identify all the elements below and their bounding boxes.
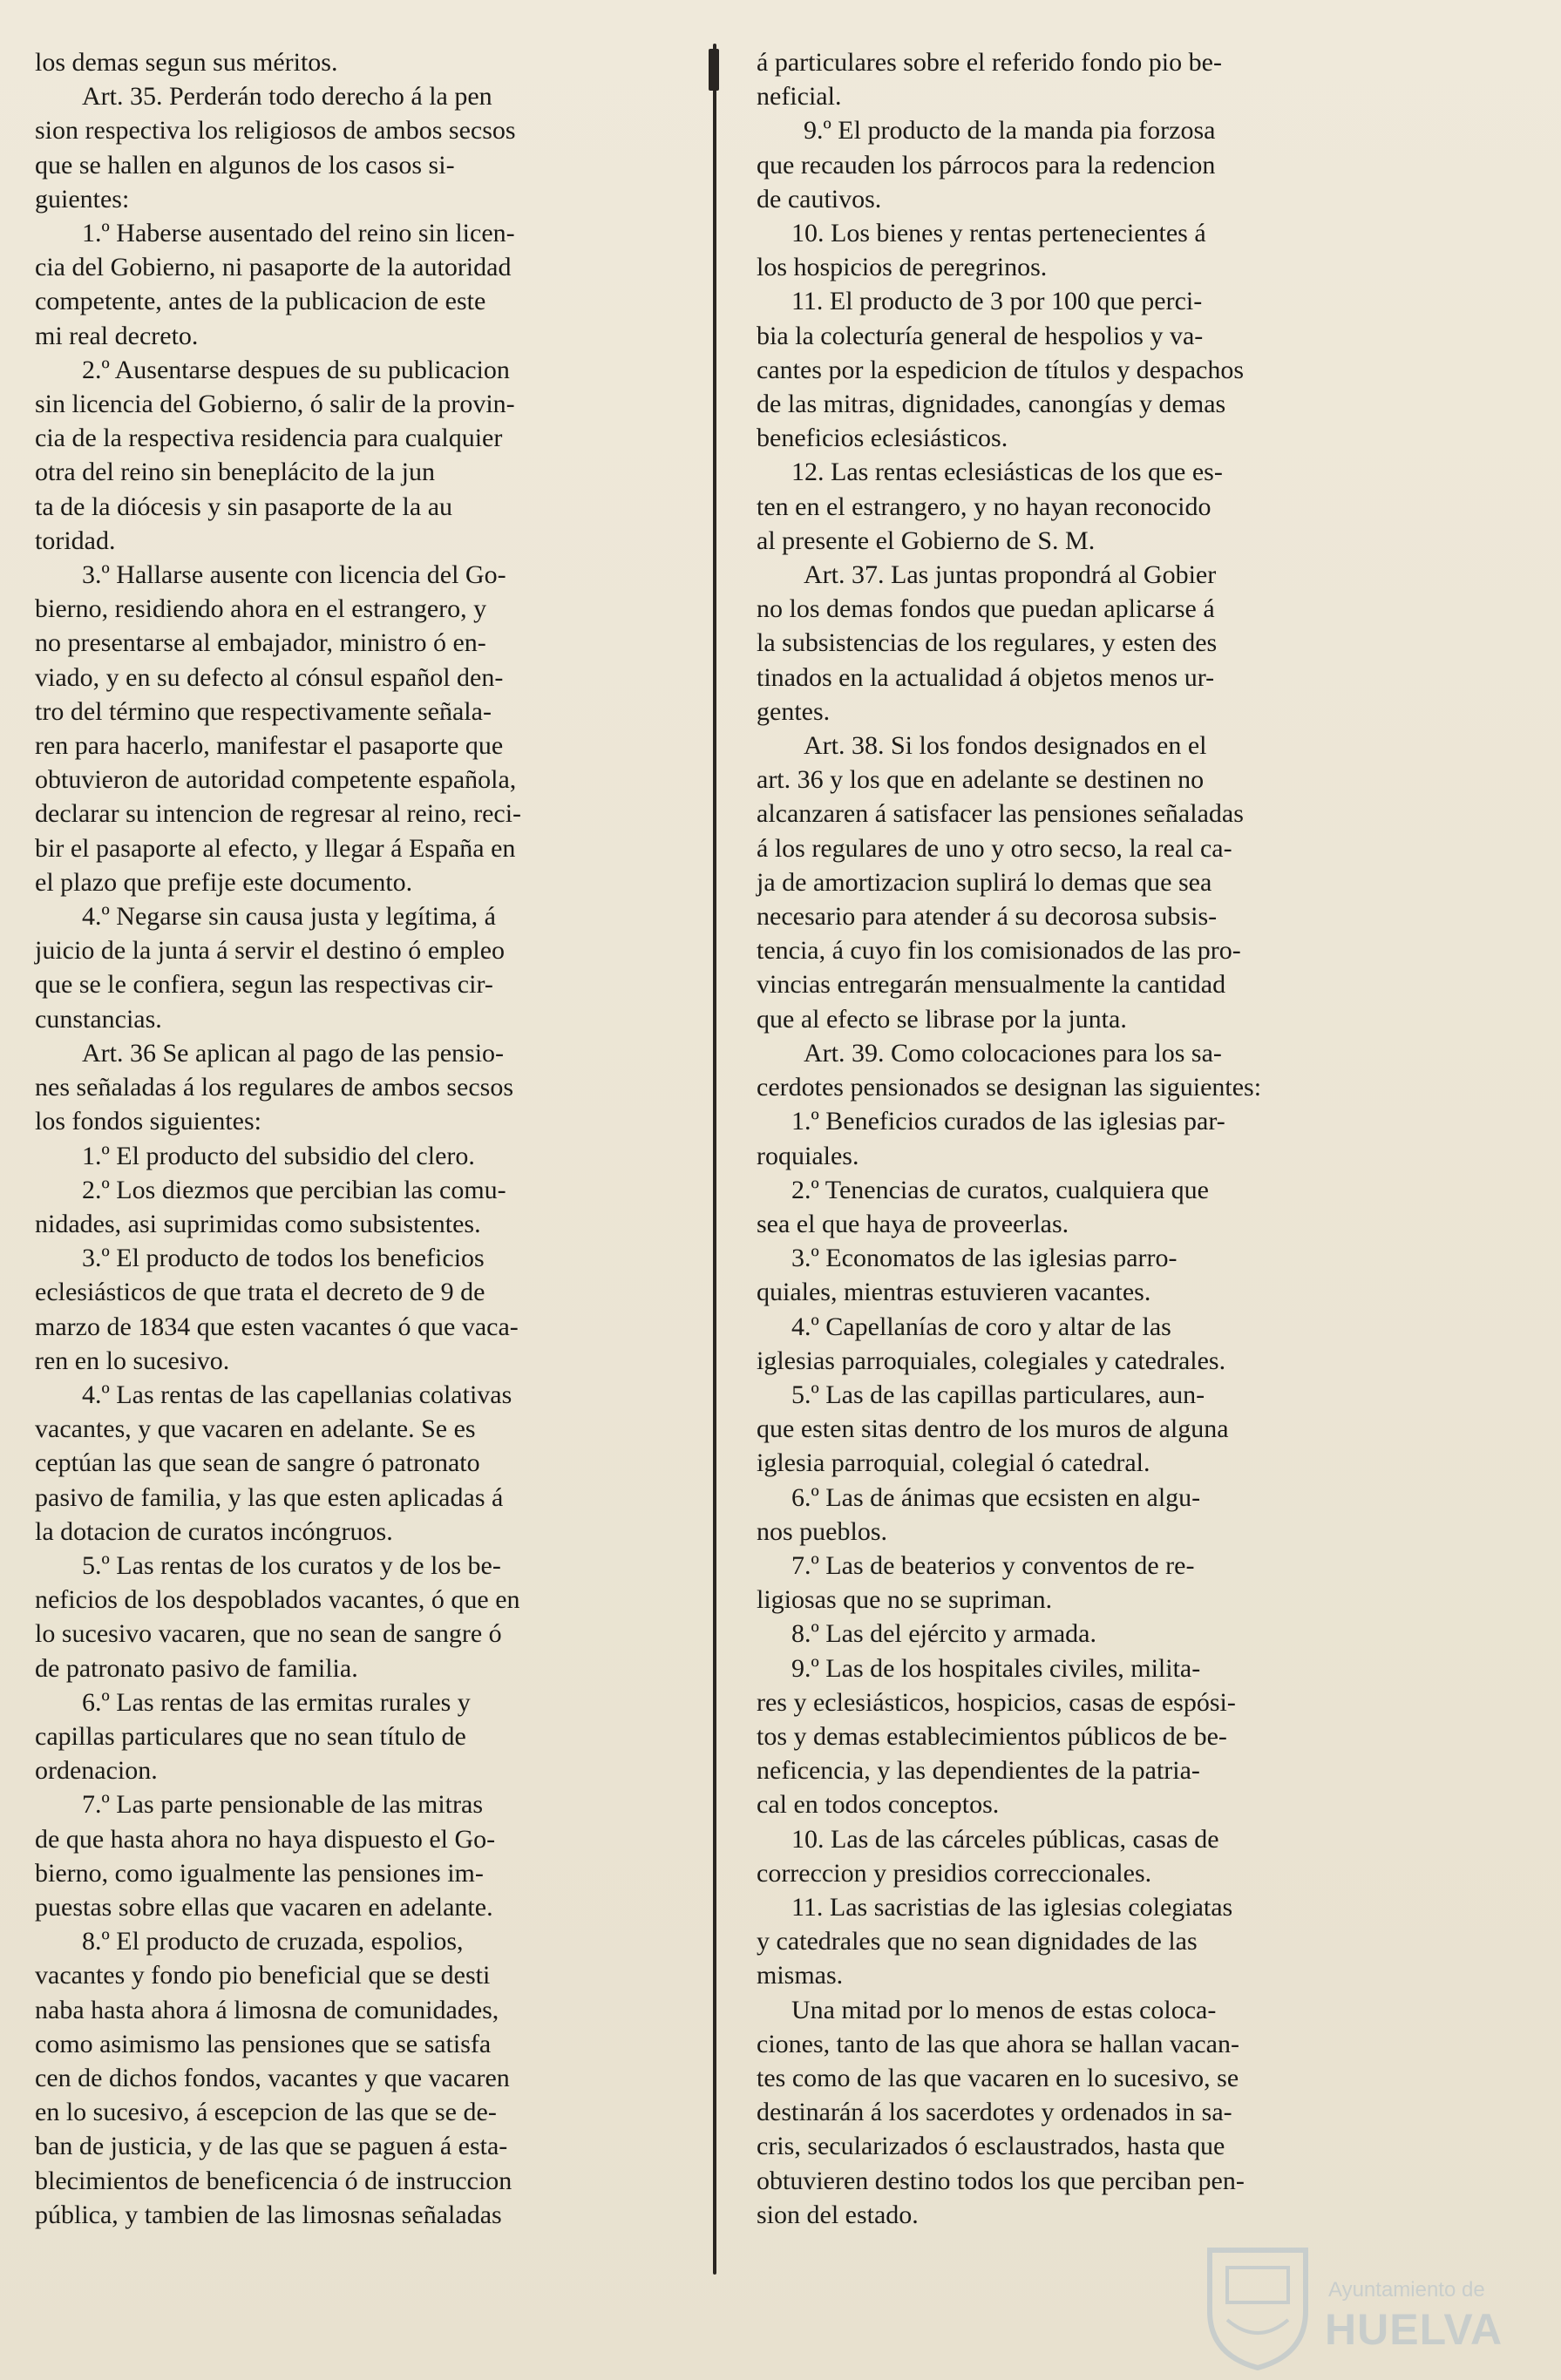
text-line: á los regulares de uno y otro secso, la real ca- xyxy=(757,833,1232,863)
list-item: 3.º El producto de todos los beneficios xyxy=(82,1244,485,1273)
text-line: tos y demas establecimientos públicos de be- xyxy=(757,1721,1227,1751)
text-line: eclesiásticos de que trata el decreto de 9 de xyxy=(35,1278,485,1307)
text-line: iglesias parroquiales, colegiales y catedrales. xyxy=(757,1346,1226,1375)
text-line: obtuvieren destino todos los que perciban pen- xyxy=(757,2166,1245,2195)
text-line: que recauden los párrocos para la redencion xyxy=(757,150,1216,180)
list-item: 3.º Hallarse ausente con licencia del Go- xyxy=(82,560,506,590)
text-line: marzo de 1834 que esten vacantes ó que vaca- xyxy=(35,1312,519,1341)
text-line: á particulares sobre el referido fondo pio be- xyxy=(757,48,1222,77)
text-line: bierno, residiendo ahora en el estrangero, y xyxy=(35,594,487,624)
left-column xyxy=(35,45,715,2232)
list-item: 12. Las rentas eclesiásticas de los que es- xyxy=(791,458,1223,487)
text-line: mi real decreto. xyxy=(35,321,199,350)
text-line: no los demas fondos que puedan aplicarse á xyxy=(757,594,1215,624)
text-line: tes como de las que vacaren en lo sucesivo, se xyxy=(757,2063,1239,2092)
text-line: la dotacion de curatos incóngruos. xyxy=(35,1516,393,1546)
text-line: cerdotes pensionados se designan las siguientes: xyxy=(757,1073,1262,1102)
text-line: ligiosas que no se supriman. xyxy=(757,1585,1053,1615)
list-item: 4.º Negarse sin causa justa y legítima, á xyxy=(82,902,496,932)
text-line: neficial. xyxy=(757,82,842,112)
watermark-logo xyxy=(1201,2241,1515,2372)
text-line: sion del estado. xyxy=(757,2200,919,2229)
text-line: sion respectiva los religiosos de ambos secsos xyxy=(35,116,516,146)
text-line: mismas. xyxy=(757,1961,844,1990)
text-line: sin licencia del Gobierno, ó salir de la provin- xyxy=(35,390,515,419)
text-line: roquiales. xyxy=(757,1141,859,1170)
list-item: 7.º Las parte pensionable de las mitras xyxy=(82,1790,483,1820)
text-line: que se hallen en algunos de los casos si- xyxy=(35,150,455,180)
text-line: ren para hacerlo, manifestar el pasaporte que xyxy=(35,731,504,761)
text-line: que al efecto se librase por la junta. xyxy=(757,1004,1127,1034)
text-line: iglesia parroquial, colegial ó catedral. xyxy=(757,1448,1150,1478)
list-item: 2.º Ausentarse despues de su publicacion xyxy=(82,355,510,384)
text-line: beneficios eclesiásticos. xyxy=(757,424,1008,453)
text-line: tro del término que respectivamente señala- xyxy=(35,696,492,726)
text-line: cunstancias. xyxy=(35,1004,162,1034)
list-item: 11. El producto de 3 por 100 que perci- xyxy=(791,287,1203,316)
text-line: vacantes, y que vacaren en adelante. Se es xyxy=(35,1414,476,1444)
list-item: 11. Las sacristias de las iglesias colegiatas xyxy=(791,1892,1233,1922)
text-line: en lo sucesivo, á escepcion de las que se de- xyxy=(35,2098,497,2127)
text-line: cal en todos conceptos. xyxy=(757,1790,1000,1820)
list-item: 5.º Las rentas de los curatos y de los be- xyxy=(82,1550,501,1580)
text-line: que esten sitas dentro de los muros de alguna xyxy=(757,1414,1229,1444)
text-line: necesario para atender á su decorosa subsis- xyxy=(757,902,1218,932)
text-line: bir el pasaporte al efecto, y llegar á España en xyxy=(35,833,516,863)
text-line: nes señaladas á los regulares de ambos secsos xyxy=(35,1073,513,1102)
text-line: nos pueblos. xyxy=(757,1516,887,1546)
text-line: de cautivos. xyxy=(757,184,882,214)
list-item: 4.º Las rentas de las capellanias colativas xyxy=(82,1380,512,1409)
text-line: obtuvieron de autoridad competente española, xyxy=(35,765,517,795)
text-line: competente, antes de la publicacion de este xyxy=(35,287,486,316)
text-line: ja de amortizacion suplirá lo demas que sea xyxy=(757,867,1212,897)
text-line: ordenacion. xyxy=(35,1756,158,1786)
list-item: 9.º El producto de la manda pia forzosa xyxy=(804,116,1216,146)
text-line: cia de la respectiva residencia para cualquier xyxy=(35,424,503,453)
right-column xyxy=(757,45,1445,2232)
list-item: 1.º Beneficios curados de las iglesias par- xyxy=(791,1107,1225,1136)
text-line: los hospicios de peregrinos. xyxy=(757,253,1048,282)
list-item: 3.º Economatos de las iglesias parro- xyxy=(791,1244,1178,1273)
list-item: 5.º Las de las capillas particulares, aun- xyxy=(791,1380,1205,1409)
text-line: nidades, asi suprimidas como subsistentes. xyxy=(35,1209,481,1238)
text-line: cia del Gobierno, ni pasaporte de la autoridad xyxy=(35,253,512,282)
text-line: de las mitras, dignidades, canongías y demas xyxy=(757,390,1226,419)
text-line: de que hasta ahora no haya dispuesto el Go- xyxy=(35,1824,496,1854)
text-line: al presente el Gobierno de S. M. xyxy=(757,525,1096,555)
text-line: guientes: xyxy=(35,184,130,214)
text-line: destinarán á los sacerdotes y ordenados in sa- xyxy=(757,2098,1232,2127)
text-line: neficencia, y las dependientes de la patria- xyxy=(757,1756,1200,1786)
text-line: declarar su intencion de regresar al reino, reci- xyxy=(35,799,522,829)
text-line: los demas segun sus méritos. xyxy=(35,48,338,77)
article-heading: Art. 39. Como colocaciones para los sa- xyxy=(804,1038,1222,1068)
article-heading: Art. 36 Se aplican al pago de las pensio- xyxy=(82,1038,505,1068)
text-line: los fondos siguientes: xyxy=(35,1107,261,1136)
text-line: de patronato pasivo de familia. xyxy=(35,1653,358,1683)
text-line: bia la colecturía general de hespolios y va- xyxy=(757,321,1204,350)
list-item: 8.º Las del ejército y armada. xyxy=(791,1619,1096,1649)
paragraph-start: Una mitad por lo menos de estas coloca- xyxy=(791,1995,1217,2024)
text-line: art. 36 y los que en adelante se destinen no xyxy=(757,765,1205,795)
text-line: capillas particulares que no sean título de xyxy=(35,1721,466,1751)
text-line: tencia, á cuyo fin los comisionados de las pro- xyxy=(757,936,1241,966)
list-item: 1.º Haberse ausentado del reino sin licen- xyxy=(82,219,515,248)
text-line: lo sucesivo vacaren, que no sean de sangre ó xyxy=(35,1619,502,1649)
list-item: 4.º Capellanías de coro y altar de las xyxy=(791,1312,1171,1341)
article-heading: Art. 35. Perderán todo derecho á la pen xyxy=(82,82,492,112)
text-line: toridad. xyxy=(35,525,116,555)
article-heading: Art. 38. Si los fondos designados en el xyxy=(804,731,1207,761)
text-line: ten en el estrangero, y no hayan reconocido xyxy=(757,492,1211,521)
text-line: gentes. xyxy=(757,696,831,726)
list-item: 9.º Las de los hospitales civiles, milita- xyxy=(791,1653,1201,1683)
text-line: ciones, tanto de las que ahora se hallan vacan- xyxy=(757,2029,1239,2058)
text-line: quiales, mientras estuvieren vacantes. xyxy=(757,1278,1151,1307)
list-item: 1.º El producto del subsidio del clero. xyxy=(82,1141,475,1170)
list-item: 10. Las de las cárceles públicas, casas de xyxy=(791,1824,1219,1854)
text-line: blecimientos de beneficencia ó de instruccion xyxy=(35,2166,512,2195)
text-line: tinados en la actualidad á objetos menos ur- xyxy=(757,662,1215,692)
text-line: la subsistencias de los regulares, y esten des xyxy=(757,628,1218,658)
text-line: como asimismo las pensiones que se satisfa xyxy=(35,2029,492,2058)
list-item: 2.º Los diezmos que percibian las comu- xyxy=(82,1175,506,1204)
text-line: el plazo que prefije este documento. xyxy=(35,867,413,897)
watermark-title: HUELVA xyxy=(1325,2305,1503,2354)
text-line: no presentarse al embajador, ministro ó en- xyxy=(35,628,486,658)
text-line: cantes por la espedicion de títulos y despachos xyxy=(757,355,1245,384)
shield-icon xyxy=(1201,2241,1314,2372)
text-line: y catedrales que no sean dignidades de las xyxy=(757,1927,1198,1956)
text-line: vacantes y fondo pio beneficial que se desti xyxy=(35,1961,491,1990)
text-line: bierno, como igualmente las pensiones im- xyxy=(35,1858,484,1888)
watermark-subtitle: Ayuntamiento de xyxy=(1328,2278,1485,2302)
text-line: naba hasta ahora á limosna de comunidades, xyxy=(35,1995,499,2024)
list-item: 6.º Las rentas de las ermitas rurales y xyxy=(82,1687,471,1717)
text-line: pasivo de familia, y las que esten aplicadas á xyxy=(35,1482,504,1512)
text-line: vincias entregarán mensualmente la cantidad xyxy=(757,970,1226,1000)
text-line: cen de dichos fondos, vacantes y que vacaren xyxy=(35,2063,510,2092)
text-line: viado, y en su defecto al cónsul español den- xyxy=(35,662,504,692)
list-item: 6.º Las de ánimas que ecsisten en algu- xyxy=(791,1482,1201,1512)
text-line: ceptúan las que sean de sangre ó patronato xyxy=(35,1448,480,1478)
list-item: 10. Los bienes y rentas pertenecientes á xyxy=(791,219,1206,248)
text-line: res y eclesiásticos, hospicios, casas de espósi- xyxy=(757,1687,1236,1717)
text-line: alcanzaren á satisfacer las pensiones señaladas xyxy=(757,799,1244,829)
text-line: ren en lo sucesivo. xyxy=(35,1346,230,1375)
text-line: sea el que haya de proveerlas. xyxy=(757,1209,1069,1238)
text-line: pública, y tambien de las limosnas señaladas xyxy=(35,2200,502,2229)
text-line: neficios de los despoblados vacantes, ó que en xyxy=(35,1585,520,1615)
text-line: cris, secularizados ó esclaustrados, hasta que xyxy=(757,2132,1225,2161)
text-line: ban de justicia, y de las que se paguen á esta- xyxy=(35,2132,508,2161)
article-heading: Art. 37. Las juntas propondrá al Gobier xyxy=(804,560,1217,590)
list-item: 7.º Las de beaterios y conventos de re- xyxy=(791,1550,1195,1580)
list-item: 8.º El producto de cruzada, espolios, xyxy=(82,1927,464,1956)
text-line: que se le confiera, segun las respectivas cir- xyxy=(35,970,493,1000)
text-line: ta de la diócesis y sin pasaporte de la au xyxy=(35,492,453,521)
text-line: correccion y presidios correccionales. xyxy=(757,1858,1152,1888)
list-item: 2.º Tenencias de curatos, cualquiera que xyxy=(791,1175,1209,1204)
text-line: otra del reino sin beneplácito de la jun xyxy=(35,458,436,487)
text-line: juicio de la junta á servir el destino ó empleo xyxy=(35,936,506,966)
text-line: puestas sobre ellas que vacaren en adelante. xyxy=(35,1892,493,1922)
